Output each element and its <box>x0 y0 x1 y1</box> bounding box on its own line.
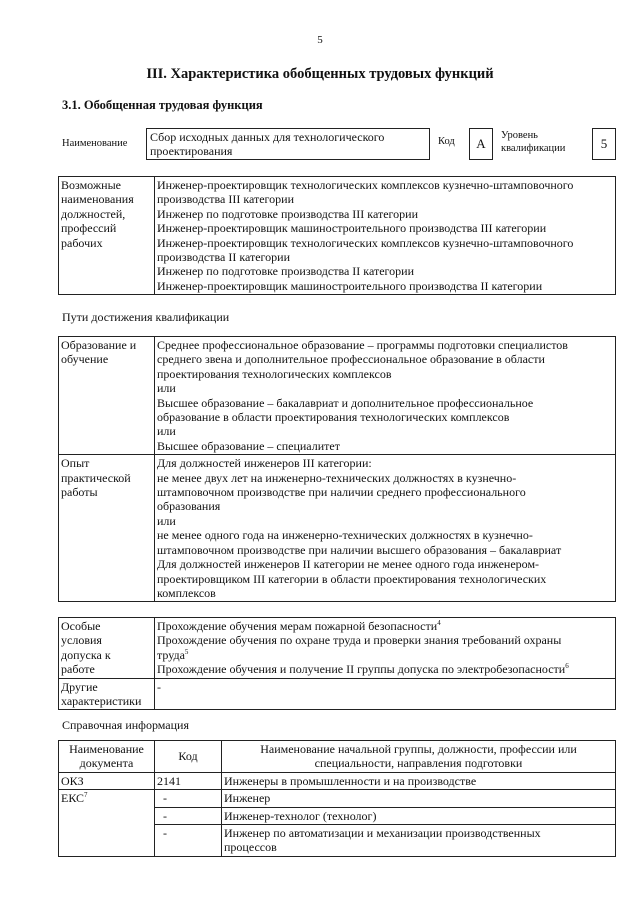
function-header-row <box>0 126 640 162</box>
page-number: 5 <box>317 34 323 46</box>
header-name-cell: Наименование начальной группы, должности, профессии или специальности, направления подготовки <box>222 741 616 773</box>
other-characteristics-row <box>59 678 616 710</box>
conditions-table <box>58 617 616 710</box>
footnote-ref: 6 <box>565 662 569 671</box>
education-text-cell: Среднее профессиональное образование – программы подготовки специалистов среднего звена и дополнительное профессиональное образование в области проектирования технологических комплексов или Высшее образование – бакалавриат и дополнительное профессиональное образование в области проектирования технологических комплексов или Высшее образование – специалитет <box>155 337 616 455</box>
subsection-title: 3.1. Обобщенная трудовая функция <box>62 98 263 112</box>
footnote-ref: 4 <box>437 619 441 627</box>
name-label: Наименование <box>62 138 128 149</box>
qualification-table <box>58 336 616 602</box>
special-conditions-label-cell: Особые условия допуска к работе <box>59 618 155 679</box>
special-conditions-text-cell: Прохождение обучения мерам пожарной безопасности$^4$ Прохождение обучения по охране труда и проверки знания требований охраны труда$^5$ Прохождение обучения и получение II группы допуска по электробезопасности$^6$ <box>155 618 616 679</box>
reference-table <box>58 740 616 857</box>
eks-row <box>59 790 616 807</box>
eks-name-cell: Инженер-технолог (технолог) <box>222 807 616 824</box>
okz-row <box>59 772 616 789</box>
experience-text-cell: Для должностей инженеров III категории: не менее двух лет на инженерно-технических должностях в кузнечно- штамповочном производстве при наличии среднего профессионального образования или не менее одного года на инженерно-технических должностях в кузнечно- штамповочном производстве при наличии высшего образования – бакалавриат Для должностей инженеров II категории не менее одного года инженером- проектировщиком III категории в области проектирования технологических комплексов <box>155 455 616 602</box>
eks-code-cell: - <box>155 807 222 824</box>
okz-doc-cell: ОКЗ <box>59 772 155 789</box>
education-row <box>59 337 616 455</box>
eks-doc-cell: ЕКС$^7$ <box>59 790 155 857</box>
reference-caption: Справочная информация <box>62 718 189 732</box>
code-label: Код <box>438 136 455 147</box>
reference-header-row <box>59 741 616 773</box>
positions-label-cell: Возможные наименования должностей, профессий рабочих <box>59 177 155 295</box>
okz-name-cell: Инженеры в промышленности и на производстве <box>222 772 616 789</box>
experience-label-cell: Опыт практической работы <box>59 455 155 602</box>
level-value-box: 5 <box>592 128 616 160</box>
positions-table <box>58 176 616 295</box>
level-label: Уровень квалификации <box>501 130 566 154</box>
okz-code-cell: 2141 <box>155 772 222 789</box>
eks-code-cell: - <box>155 825 222 857</box>
other-label-cell: Другие характеристики <box>59 678 155 710</box>
special-conditions-row <box>59 618 616 679</box>
eks-name-cell: Инженер по автоматизации и механизации производственных процессов <box>222 825 616 857</box>
section-title: III. Характеристика обобщенных трудовых функций <box>146 66 494 82</box>
experience-row <box>59 455 616 602</box>
function-name-box: Сбор исходных данных для технологического проектирования <box>146 128 430 160</box>
positions-list-cell: Инженер-проектировщик технологических комплексов кузнечно-штамповочного производства III категории Инженер по подготовке производства III категории Инженер-проектировщик машиностроительного производства III категории Инженер-проектировщик технологических комплексов кузнечно-штамповочного производства II категории Инженер по подготовке производства II категории Инженер-проектировщик машиностроительного производства II категории <box>155 177 616 295</box>
header-code-cell: Код <box>155 741 222 773</box>
eks-name-cell: Инженер <box>222 790 616 807</box>
footnote-ref: 5 <box>184 647 189 656</box>
header-doc-cell: Наименование документа <box>59 741 155 773</box>
code-value-box: A <box>469 128 493 160</box>
footnote-ref: 7 <box>84 791 88 800</box>
paths-caption: Пути достижения квалификации <box>62 310 230 324</box>
eks-code-cell: - <box>155 790 222 807</box>
other-value-cell: - <box>155 678 616 710</box>
education-label-cell: Образование и обучение <box>59 337 155 455</box>
